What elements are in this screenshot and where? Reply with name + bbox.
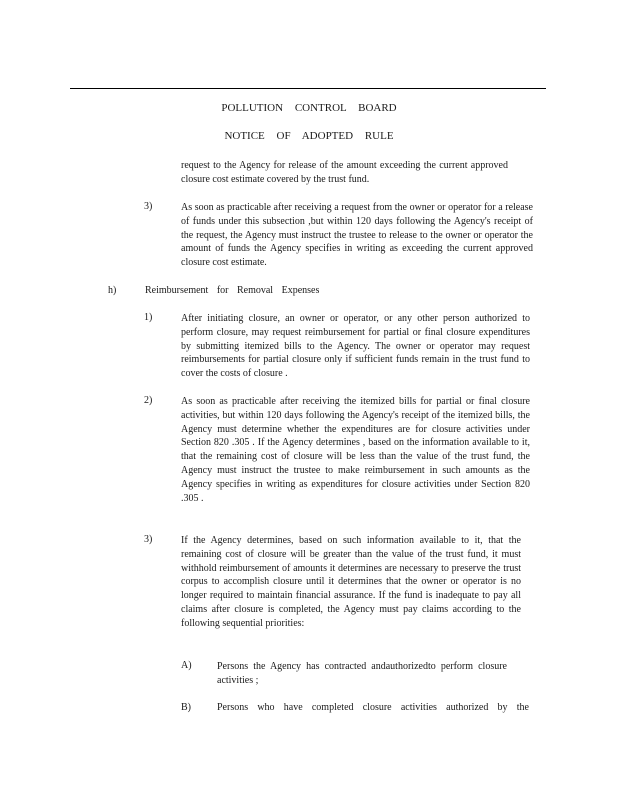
item-text: After initiating closure, an owner or operator, or any other person authorized to perform closure, may request reimbursement for partial or final closure expenditures by submitting itemized bills to the Agency. The owner or operator may request reimbursements for partial closure only if sufficient funds remain in the trust fund to cover the costs of closure . — [181, 313, 530, 380]
subitem-letter: B) — [181, 702, 191, 713]
item-number: 3) — [144, 534, 153, 545]
notice-title: NOTICE OF ADOPTED RULE — [224, 130, 394, 142]
item-text: As soon as practicable after receiving the itemized bills for partial or final closure activities, but within 120 days following the Agency's receipt of the itemized bills, the Agency must determine whether the expenditures are for closure activities under Section 820 .305 . If the Agency determines , based on the information available to it, that the remaining cost of closure will be less than the value of the trust fund, the Agency must instruct the trustee to make reimbursement in such amounts as the Agency specifies in writing as expenditures for closure activities under Section 820 .305 . — [181, 396, 530, 504]
item-number: 3) — [144, 201, 153, 212]
subitem-text: Persons the Agency has contracted andauthorizedto perform closure activities ; — [217, 661, 507, 686]
subitem-text: Persons who have completed closure activities authorized by the — [217, 702, 529, 713]
item-text: If the Agency determines, based on such information available to it, that the remaining cost of closure will be greater than the value of the trust fund, it must withhold reimbursement of amounts it determines are necessary to preserve the trust corpus to accomplish closure until it determines that the owner or operator is no longer required to maintain financial assurance. If the fund is inadequate to pay all claims after closure is completed, the Agency must pay claims according to the following sequential priorities: — [181, 535, 521, 629]
header-rule — [70, 88, 546, 89]
item-number: 2) — [144, 395, 153, 406]
subitem-letter: A) — [181, 660, 192, 671]
board-title: POLLUTION CONTROL BOARD — [221, 102, 397, 114]
continued-text: request to the Agency for release of the amount exceeding the current approved closure cost estimate covered by the trust fund. — [181, 160, 508, 185]
item-text: As soon as practicable after receiving a request from the owner or operator for a release of funds under this subsection ,but within 120 days following the Agency's receipt of the request, the Agency must instruct the trustee to release to the owner or operator the amount of funds the Agency specifies in writing as exceeding the current approved closure cost estimate. — [181, 202, 533, 269]
section-label: h) — [108, 285, 117, 296]
section-title: Reimbursement for Removal Expenses — [145, 285, 320, 296]
item-number: 1) — [144, 312, 153, 323]
